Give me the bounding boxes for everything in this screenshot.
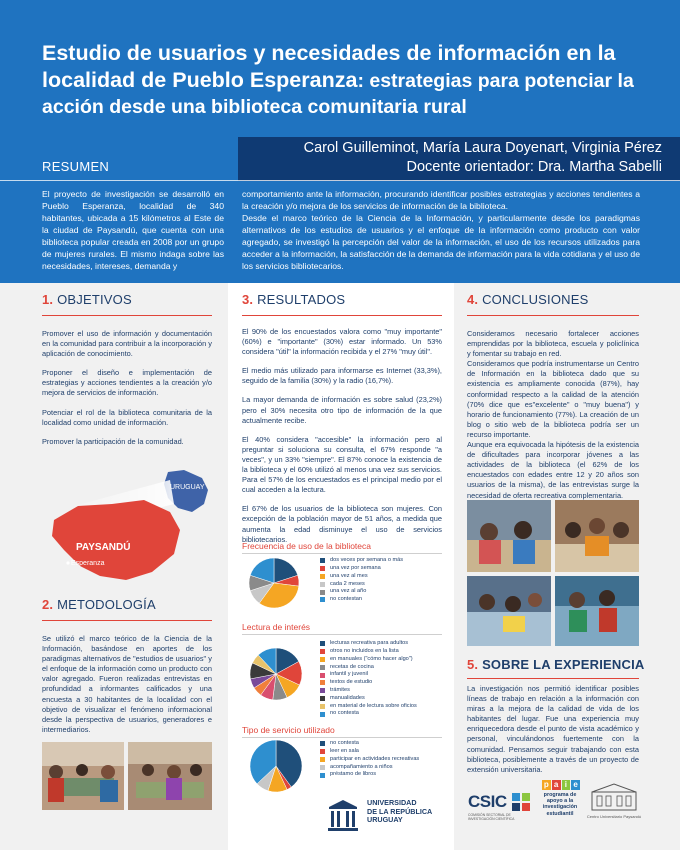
legend-swatch [320, 657, 325, 662]
legend-label: en material de lectura sobre oficios [330, 702, 417, 709]
legend-item [320, 771, 419, 779]
conclusiones-heading [467, 292, 588, 307]
legend-item [320, 687, 417, 695]
building-icon [588, 782, 640, 812]
metodologia-divider [42, 620, 212, 621]
cup-logo [583, 782, 645, 822]
legend-item [320, 748, 419, 756]
objetivo-item: Proponer el diseño e implementación de estrategias y acciones tendientes a la creación y/o mejora de servicios de información. [42, 368, 212, 398]
csic-sub1: COMISIÓN SECTORIAL DE [468, 813, 511, 817]
resumen-text-left: El proyecto de investigación se desarrolló en Pueblo Esperanza, localidad de 340 habitantes, ubicada a 15 kilómetros al Este de la ciudad de Paysandú, que cuenta con una biblioteca popular creada en 2008 por un grupo de mujeres rurales. El mismo indaga sobre las necesidades, intereses, demanda y [42, 189, 224, 271]
chart1-legend [320, 557, 403, 604]
legend-item [320, 702, 417, 710]
legend-item [320, 557, 403, 565]
udelar-line2: DE LA REPÚBLICA [367, 806, 433, 816]
legend-swatch [320, 773, 325, 778]
university-seal-icon [323, 795, 363, 835]
metodologia-heading [42, 597, 156, 612]
poster-title [42, 40, 642, 120]
legend-swatch [320, 673, 325, 678]
resumen-heading: RESUMEN [42, 159, 110, 174]
conclusiones-divider [467, 315, 639, 316]
paie-sub3: investigación [542, 804, 578, 811]
chart2-title: Lectura de interés [242, 622, 311, 632]
photo-meeting-right [128, 742, 212, 810]
legend-item [320, 671, 417, 679]
section-title-text: METODOLOGÍA [57, 597, 156, 612]
legend-item [320, 695, 417, 703]
legend-label: no contesta [330, 740, 359, 747]
legend-item [320, 580, 403, 588]
csic-wordmark: CSIC [468, 792, 507, 811]
experiencia-heading [467, 657, 645, 672]
resumen-paragraph: comportamiento ante la información, procurando identificar posibles estrategias y acciones tendientes a la creación y/o mejora de los servicios de información de la biblioteca. [242, 189, 640, 211]
conclusiones-paragraph: Aunque era equivocada la hipótesis de la existencia de dificultades para incorporar jóvenes a las actividades de la biblioteca (el 62% de los encuestados con edades entre 12 y 20 años son usuarios de la misma), de las entrevistas surge la necesidad de oferta recreativa complementaria. [467, 440, 639, 500]
legend-swatch [320, 649, 325, 654]
legend-item [320, 596, 403, 604]
objetivos-heading [42, 292, 132, 307]
resultados-paragraph: El 67% de los usuarios de la biblioteca son mujeres. Con excepción de la población mayor de 51 años, a medida que aumenta la edad disminuye el uso de servicios bibliotecarios. [242, 504, 442, 544]
chart1-pie [249, 558, 299, 608]
legend-label: participar en actividades recreativas [330, 755, 420, 762]
photo-group-table [555, 500, 639, 572]
resultados-paragraph: La mayor demanda de información es sobre salud (23,2%) pero el 30% necesita otro tipo de información de la que actualmente recibe. [242, 395, 442, 425]
resultados-paragraph: El 40% considera "accesible" la información pero al preguntar si soluciona su consulta, el 67% responde "a veces", y un 33% "siempre". El 87% conoce la existencia de la biblioteca y el 60% utilizó al menos una vez sus servicios. Para el 57% de los encuestados es el principal medio por el cual acceden a la lectura. [242, 434, 442, 495]
legend-label: una vez al año [330, 588, 367, 595]
cup-label: Centro Universitario Paysandú [586, 814, 642, 819]
legend-item [320, 656, 417, 664]
paysandu-map [42, 468, 212, 588]
chart2-pie [250, 648, 302, 700]
conclusiones-paragraph: Consideramos necesario fortalecer acciones emprendidas por la biblioteca, escuela y policlínica y fomentar su trabajo en red. [467, 329, 639, 359]
section-title-text: RESULTADOS [257, 292, 346, 307]
authors: Carol Guilleminot, María Laura Doyenart, Virginia Pérez [303, 140, 662, 156]
legend-label: recetas de cocina [330, 663, 374, 670]
section-title-text: OBJETIVOS [57, 292, 132, 307]
legend-label: otros no incluidos en la lista [330, 648, 399, 655]
objetivo-item: Promover el uso de información y documentación en la comunidad para contribuir a la incorporación y aplicación de conocimiento. [42, 329, 212, 359]
section-number: 1. [42, 292, 54, 307]
legend-swatch [320, 590, 325, 595]
uruguay-label: URUGUAY [170, 484, 205, 491]
title-sub: : estrategias para potenciar la acción desde una biblioteca comunitaria rural [42, 70, 634, 118]
conclusiones-paragraph: Consideramos que podría instrumentarse un Centro de Información en la biblioteca dado que su existencia es ampliamente conocida (87%), hay conformidad respecto a la calidad de la atención (70% dice que es"excelente" o "muy buena") y horario de funcionamiento (77%). La creación de un blog o sitio web de la biblioteca podría ser un recurso importante. [467, 359, 639, 439]
legend-swatch [320, 597, 325, 602]
legend-item [320, 663, 417, 671]
chart3-title: Tipo de servicio utilizado [242, 725, 335, 735]
legend-swatch [320, 765, 325, 770]
legend-swatch [320, 741, 325, 746]
poster-header [0, 0, 680, 283]
esperanza-dot [66, 561, 69, 564]
legend-swatch [320, 704, 325, 709]
legend-item [320, 679, 417, 687]
paysandu-shape [52, 500, 180, 580]
advisor: Docente orientador: Dra. Martha Sabelli [406, 159, 662, 175]
photo-kids-books [467, 576, 551, 646]
legend-item [320, 588, 403, 596]
legend-swatch [320, 582, 325, 587]
legend-swatch [320, 680, 325, 685]
csic-logo [468, 790, 538, 826]
photo-children-reading [467, 500, 551, 572]
legend-item [320, 640, 417, 648]
legend-item [320, 756, 419, 764]
section-number: 5. [467, 657, 479, 672]
legend-item [320, 565, 403, 573]
csic-sub2: INVESTIGACIÓN CIENTÍFICA [468, 817, 515, 822]
photo-meeting-left [42, 742, 124, 810]
legend-swatch [320, 749, 325, 754]
chart1-title: Frecuencia de uso de la biblioteca [242, 541, 371, 551]
legend-swatch [320, 566, 325, 571]
legend-label: lecturas recreativa para adultos [330, 640, 409, 647]
udelar-line3: URUGUAY [367, 815, 403, 825]
legend-swatch [320, 558, 325, 563]
chart1-divider [242, 553, 442, 554]
legend-item [320, 740, 419, 748]
legend-swatch [320, 665, 325, 670]
udelar-line1: UNIVERSIDAD [367, 798, 417, 807]
metodologia-text: Se utilizó el marco teórico de la Ciencia de la Información, basándose en aportes de los paradigmas alternativos de "estudios de usuarios" y el enfoque de la información como un producto con valor agregado. Fueron realizadas entrevistas en profundidad a informantes calificados y una encuesta a 30 habitantes de la localidad con el objetivo de visualizar el fenómeno informacional desde la perspectiva de usuarios, generadores e intermediarios. [42, 634, 212, 734]
experiencia-divider [467, 678, 639, 679]
objetivo-item: Promover la participación de la comunidad. [42, 436, 184, 446]
legend-label: trámites [330, 687, 350, 694]
legend-item [320, 573, 403, 581]
section-number: 4. [467, 292, 479, 307]
objetivo-item: Potenciar el rol de la biblioteca comunitaria de la localidad como unidad de información. [42, 407, 212, 427]
legend-swatch [320, 574, 325, 579]
chart3-divider [242, 737, 442, 738]
legend-swatch [320, 757, 325, 762]
legend-label: en manuales ("cómo hacer algo") [330, 655, 413, 662]
resultados-text [242, 327, 442, 554]
resultados-divider [242, 315, 442, 316]
legend-label: cada 2 meses [330, 580, 365, 587]
legend-label: infantil y juvenil [330, 671, 368, 678]
author-bar [238, 137, 680, 181]
resumen-divider [0, 180, 680, 181]
photo-activity [555, 576, 639, 646]
legend-item [320, 763, 419, 771]
legend-label: dos veces por semana o más [330, 557, 404, 564]
resumen-text-right [242, 188, 640, 272]
legend-item [320, 710, 417, 718]
legend-label: leer en sala [330, 748, 359, 755]
resultados-paragraph: El 90% de los encuestados valora como "muy importante" (60%) e "importante" (30%) estar informado. Un 53% considera "útil" la información recibida y el 27% "muy útil". [242, 327, 442, 357]
legend-swatch [320, 688, 325, 693]
legend-label: textos de estudio [330, 679, 373, 686]
conclusiones-text [467, 329, 639, 501]
resumen-paragraph: Desde el marco teórico de la Ciencia de la Información, y particularmente desde los paradigmas alternativos de los estudios de usuarios y el enfoque de la información como producto con valor agregado, se investigó la percepción del valor de la información, el uso de los recursos utilizados para acceder a la información, la satisfacción de la demanda de información para la vida cotidiana y el uso de los servicios bibliotecarios. [242, 213, 640, 271]
legend-label: no contesta [330, 710, 359, 717]
resultados-heading [242, 292, 345, 307]
paie-sub2: apoyo a la [546, 798, 574, 805]
chart2-divider [242, 634, 442, 635]
paysandu-label: PAYSANDÚ [76, 542, 131, 553]
experiencia-text: La investigación nos permitió identificar posibles líneas de trabajo en relación a la información con miras a la mejora de la calidad de vida de los habitantes del lugar. Fue una experiencia muy enriquecedora desde el punto de vista académico y personal, vinculándonos fuertemente con la comunidad. Pensamos seguir trabajando con esta biblioteca, posiblemente a través de un proyecto de extensión universitaria. [467, 684, 639, 774]
esperanza-label: Esperanza [71, 560, 105, 567]
csic-squares-icon [512, 793, 530, 811]
section-number: 3. [242, 292, 254, 307]
paie-sub1: programa de [543, 792, 577, 798]
chart3-legend [320, 740, 419, 779]
legend-swatch [320, 712, 325, 717]
legend-swatch [320, 696, 325, 701]
section-title-text: SOBRE LA EXPERIENCIA [482, 657, 645, 672]
legend-label: una vez por semana [330, 565, 381, 572]
chart3-pie [250, 740, 302, 792]
section-number: 2. [42, 597, 54, 612]
section-title-text: CONCLUSIONES [482, 292, 589, 307]
objetivos-list [42, 329, 212, 456]
objetivos-divider [42, 315, 212, 316]
legend-item [320, 648, 417, 656]
paie-logo: p a i e programa de apoyo a la investigación estudiantil [540, 780, 580, 828]
resultados-paragraph: El medio más utilizado para informarse es Internet (33,3%), seguido de la familia (30%) y la radio (16,7%). [242, 366, 442, 386]
legend-label: no contestan [330, 596, 363, 603]
udelar-logo [323, 795, 443, 835]
title-main: Estudio de usuarios y necesidades de información en la localidad de Pueblo Esperanza [42, 41, 616, 92]
chart2-legend [320, 640, 417, 718]
legend-label: una vez al mes [330, 572, 368, 579]
legend-swatch [320, 641, 325, 646]
legend-label: manualidades [330, 694, 365, 701]
legend-label: préstamo de libros [330, 771, 377, 778]
legend-label: acompañamiento a niños [330, 763, 393, 770]
paie-sub4: estudiantil [546, 810, 574, 817]
